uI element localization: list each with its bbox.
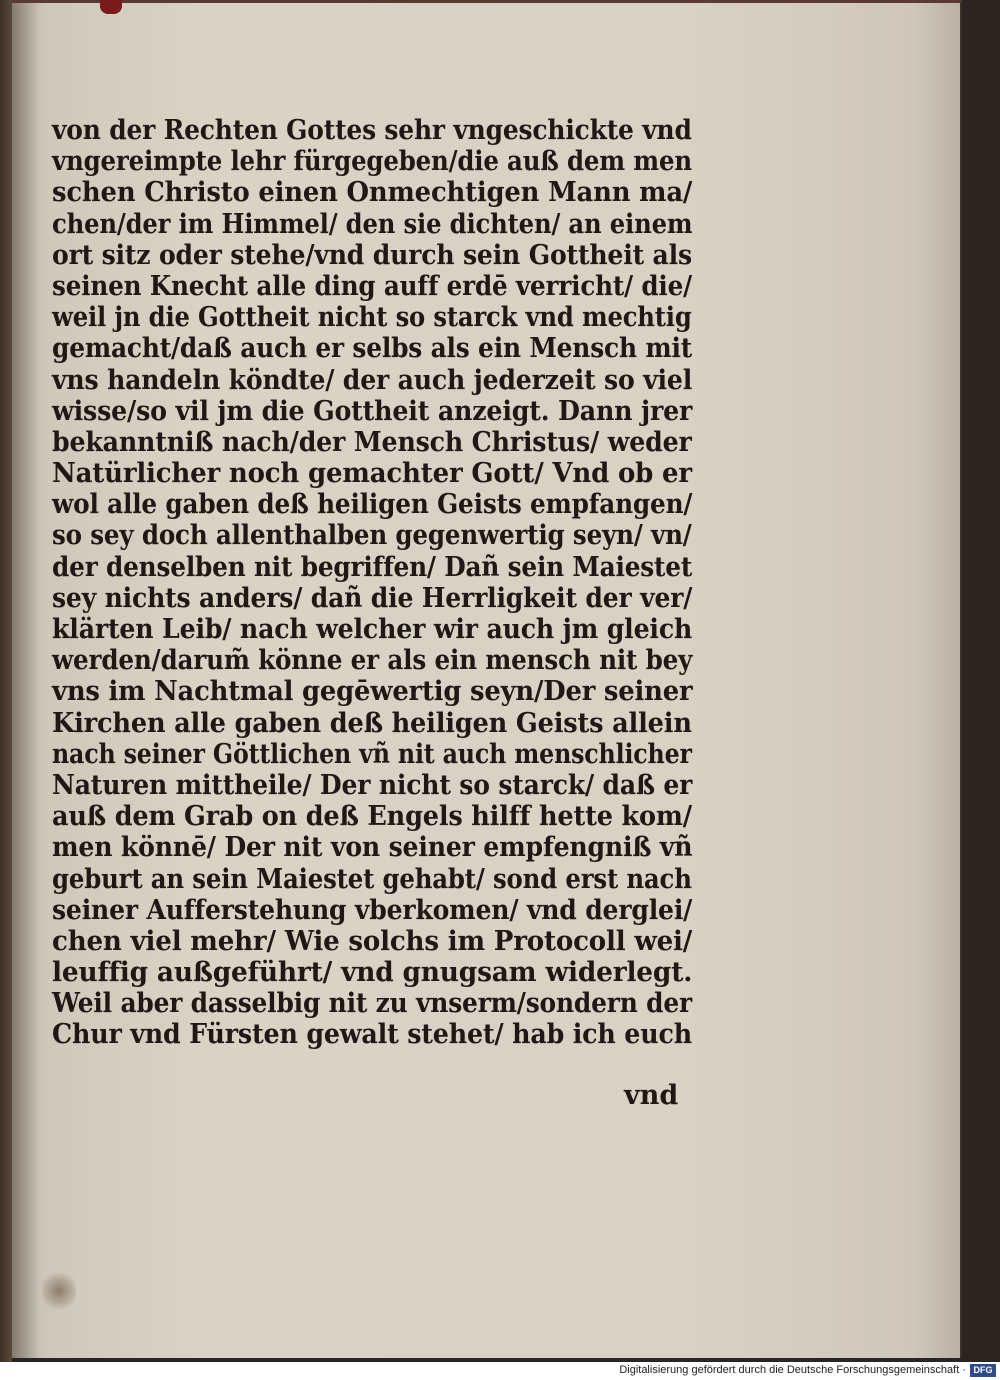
text-line: seinen Knecht alle ding auff erdē verricht/ die/ bbox=[52, 270, 692, 302]
text-line: seiner Aufferstehung vberkomen/ vnd derglei/ bbox=[52, 894, 693, 926]
text-line: der denselben nit begriffen/ Dañ sein Maiestet bbox=[52, 551, 693, 583]
text-line: chen/der im Himmel/ den sie dichten/ an einem bbox=[52, 208, 693, 240]
text-line: Naturen mittheile/ Der nicht so starck/ daß er bbox=[52, 769, 693, 801]
dfg-credit-text: Digitalisierung gefördert durch die Deutsche Forschungsgemeinschaft · bbox=[619, 1364, 966, 1376]
text-line: vngereimpte lehr fürgegeben/die auß dem men bbox=[52, 146, 692, 178]
text-line: sey nichts anders/ dañ die Herrligkeit der ver/ bbox=[52, 582, 693, 614]
bookmark-ribbon bbox=[100, 0, 122, 14]
text-line: wol alle gaben deß heiligen Geists empfangen/ bbox=[52, 489, 693, 521]
spine-shadow bbox=[12, 3, 40, 1358]
text-line: bekanntniß nach/der Mensch Christus/ weder bbox=[52, 426, 692, 458]
text-line: Chur vnd Fürsten gewalt stehet/ hab ich euch bbox=[52, 1019, 692, 1051]
text-line: men könnē/ Der nit von seiner empfengniß vñ bbox=[52, 832, 693, 864]
text-line: von der Rechten Gottes sehr vngeschickte vnd bbox=[52, 115, 692, 146]
text-line: Weil aber dasselbig nit zu vnserm/sondern der bbox=[52, 988, 692, 1020]
text-line: Kirchen alle gaben deß heiligen Geists allein bbox=[52, 707, 692, 739]
text-line: gemacht/daß auch er selbs als ein Mensch mit bbox=[52, 333, 693, 365]
book-board-edge bbox=[0, 0, 12, 1362]
text-line: auß dem Grab on deß Engels hilff hette kom/ bbox=[52, 801, 692, 833]
dfg-logo: DFG bbox=[970, 1364, 996, 1377]
text-line: ort sitz oder stehe/vnd durch sein Gottheit als bbox=[52, 239, 692, 271]
text-block bbox=[52, 115, 692, 1051]
text-line: nach seiner Göttlichen vñ nit auch menschlicher bbox=[52, 738, 692, 770]
catchword: vnd bbox=[624, 1080, 679, 1111]
text-line: weil jn die Gottheit nicht so starck vnd mechtig bbox=[52, 302, 692, 334]
text-line: klärten Leib/ nach welcher wir auch jm gleich bbox=[52, 614, 693, 645]
text-line: leuffig außgeführt/ vnd gnugsam widerlegt. bbox=[52, 957, 693, 989]
paper-stain bbox=[42, 1271, 76, 1311]
text-line: schen Christo einen Onmechtigen Mann ma/ bbox=[52, 177, 693, 209]
text-line: wisse/so vil jm die Gottheit anzeigt. Dann jrer bbox=[52, 395, 693, 427]
book-page bbox=[12, 0, 962, 1358]
text-line: vns handeln köndte/ der auch jederzeit so viel bbox=[52, 364, 693, 396]
text-line: werden/darum̃ könne er als ein mensch nit bey bbox=[52, 645, 693, 677]
text-line: chen viel mehr/ Wie solchs im Protocoll wei/ bbox=[52, 925, 693, 957]
text-line: so sey doch allenthalben gegenwertig seyn/ vn/ bbox=[52, 520, 692, 552]
text-line: vns im Nachtmal gegēwertig seyn/Der seiner bbox=[52, 676, 693, 708]
text-line: Natürlicher noch gemachter Gott/ Vnd ob er bbox=[52, 458, 692, 490]
text-line: geburt an sein Maiestet gehabt/ sond erst nach bbox=[52, 863, 692, 895]
